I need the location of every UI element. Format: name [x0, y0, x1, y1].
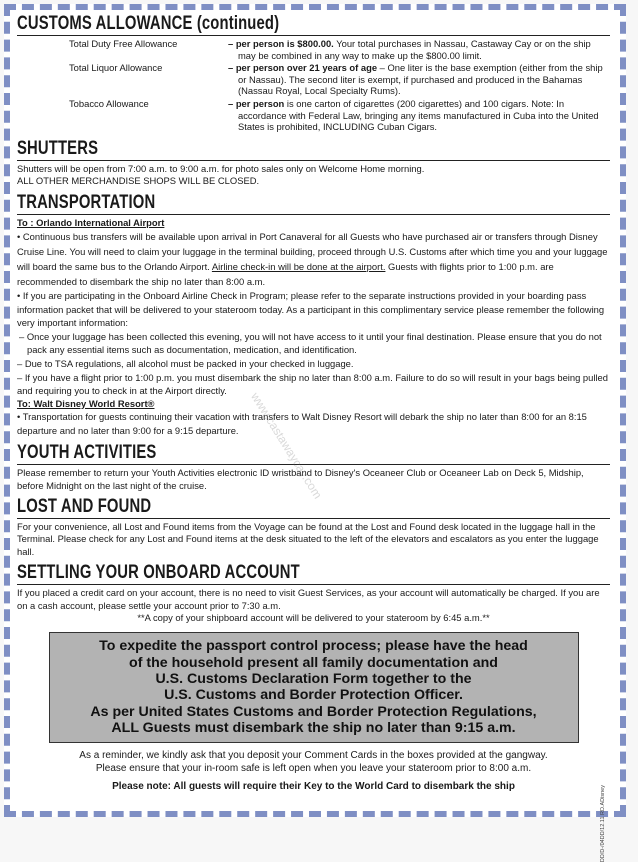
- notice-line: ALL Guests must disembark the ship no later than 9:15 a.m.: [111, 719, 516, 736]
- document-code: DD/D-/04DD/12.11 RD.ADisney: [600, 785, 606, 862]
- flight-note: – If you have a flight prior to 1:00 p.m. you must disembark the ship no later than 8:00 a.m. Failure to do so will result in your bags being pulled and requiring you to check in at the Airport directly.: [17, 371, 608, 397]
- section-rule: [17, 160, 610, 161]
- shutters-heading: SHUTTERS: [17, 137, 99, 159]
- allowance-text: Your total purchases in Nassau, Castaway Cay or on the ship may be combined in any way to make up the $800.00 limit.: [238, 38, 591, 61]
- transportation-heading: TRANSPORTATION: [17, 191, 156, 213]
- notice-line: U.S. Customs Declaration Form together to the: [155, 670, 472, 687]
- section-rule: [17, 518, 610, 519]
- section-rule: [17, 35, 610, 36]
- allowance-text: – One liter is the base exemption (either from the ship or Nassau). The second liter is exempt, if purchased and produced in the Bahamas (Nassau Royal, Local Specialty Rums).: [238, 62, 603, 97]
- wdw-subheading: To: Walt Disney World Resort®: [17, 397, 155, 409]
- key-card-notice: Please note: All guests will require their Key to the World Card to disembark the ship: [112, 781, 515, 793]
- shutters-closed-notice: ALL OTHER MERCHANDISE SHOPS WILL BE CLOSED.: [17, 175, 260, 187]
- youth-heading: YOUTH ACTIVITIES: [17, 442, 157, 464]
- safe-reminder: Please ensure that your in-room safe is left open when you leave your stateroom prior to 8:00 a.m.: [95, 763, 532, 775]
- allowance-text: is one carton of cigarettes (200 cigarettes) and 100 cigars. Note: In accordance with Federal Law, bringing any items manufactured in Cuba into the United States is prohibited, INCLUDING Cuban Cigars.: [238, 97, 599, 133]
- account-heading: SETTLING YOUR ONBOARD ACCOUNT: [17, 562, 300, 584]
- allowance-label: Total Duty Free Allowance: [69, 38, 178, 49]
- text-span: Guests with flights prior to 1:00 p.m. are recommended to disembark the ship no later than 8:00 a.m.: [17, 260, 554, 287]
- comment-card-reminder: As a reminder, we kindly ask that you deposit your Comment Cards in the boxes provided at the gangway.: [79, 750, 548, 762]
- allowance-lead: – per person over 21 years of age: [228, 62, 378, 74]
- onboard-checkin-text: • If you are participating in the Onboard Airline Check in Program; please refer to the separate instructions provided in your boarding pass information packet that will be delivered to your stateroom today. As a participant in this complimentary service please remember the following very important information:: [17, 289, 605, 329]
- shutters-hours: Shutters will be open from 7:00 a.m. to 9:00 a.m. for photo sales only on Welcome Home morning.: [17, 162, 425, 174]
- customs-heading: CUSTOMS ALLOWANCE (continued): [17, 13, 280, 34]
- lost-found-heading: LOST AND FOUND: [17, 495, 152, 517]
- allowance-label: Tobacco Allowance: [69, 97, 149, 109]
- page-frame: [4, 4, 626, 862]
- youth-text: Please remember to return your Youth Activities electronic ID wristband to Disney's Oceaneer Club or Oceaneer Lab on Deck 5, Midship, before Midnight on the last night of the cruise.: [17, 467, 584, 491]
- tsa-note: – Due to TSA regulations, all alcohol must be packed in your checked in luggage.: [17, 357, 354, 369]
- notice-line: U.S. Customs and Border Protection Officer.: [164, 687, 463, 704]
- document-body: [17, 13, 610, 805]
- text-span: • Continuous bus transfers will be available upon arrival in Port Canaveral for all Guests who have purchased air or transfers through Disney Cruise Line. You will need to claim your luggage in the terminal building, proceed through U.S. Customs after which time you and your luggage will board the same bus to the Orlando Airport.: [17, 230, 608, 272]
- section-rule: [17, 464, 610, 465]
- allowance-label: Total Liquor Allowance: [69, 62, 163, 74]
- notice-line: As per United States Customs and Border Protection Regulations,: [90, 703, 537, 720]
- account-note: **A copy of your shipboard account will be delivered to your stateroom by 6:45 a.m.**: [137, 611, 490, 623]
- allowance-description: [228, 62, 610, 97]
- luggage-note: – Once your luggage has been collected this evening, you will not have access to it until your final destination. Please ensure that you do not pack any essential items such as documentation, medication, and identification.: [19, 330, 602, 356]
- account-text: If you placed a credit card on your account, there is no need to visit Guest Services, as your account will automatically be charged. If you are on a cash account, please settle your account prior to 7:30 a.m.: [17, 587, 600, 611]
- airport-transfer-text: [17, 229, 610, 289]
- allowance-description: [228, 38, 610, 61]
- wdw-transfer-text: • Transportation for guests continuing their vacation with transfers to Walt Disney Resort will debark the ship no later than 8:00 for an 8:15 departure and no later than 9:00 for a 9:15 departure.: [17, 411, 587, 437]
- watermark: www.castawaycay.com: [248, 390, 325, 502]
- lost-found-text: For your convenience, all Lost and Found items from the Voyage can be found at the Lost and Found desk located in the luggage hall in the Terminal. Please check for any Lost and Found items at the desk situated to the left of the elevators and escalators as you enter the luggage hall.: [17, 520, 599, 557]
- allowance-description: [228, 98, 610, 133]
- passport-notice-box: [49, 632, 579, 743]
- allowance-lead: – per person is $800.00.: [228, 38, 334, 49]
- notice-line: of the household present all family documentation and: [129, 654, 498, 671]
- section-rule: [17, 214, 610, 215]
- customs-allowance-table: [17, 38, 610, 134]
- section-rule: [17, 584, 610, 585]
- notice-line: To expedite the passport control process; please have the head: [99, 638, 528, 655]
- allowance-lead: – per person: [228, 97, 285, 109]
- airline-checkin-note: Airline check-in will be done at the airport.: [211, 260, 386, 272]
- airport-subheading: To : Orlando International Airport: [17, 216, 165, 228]
